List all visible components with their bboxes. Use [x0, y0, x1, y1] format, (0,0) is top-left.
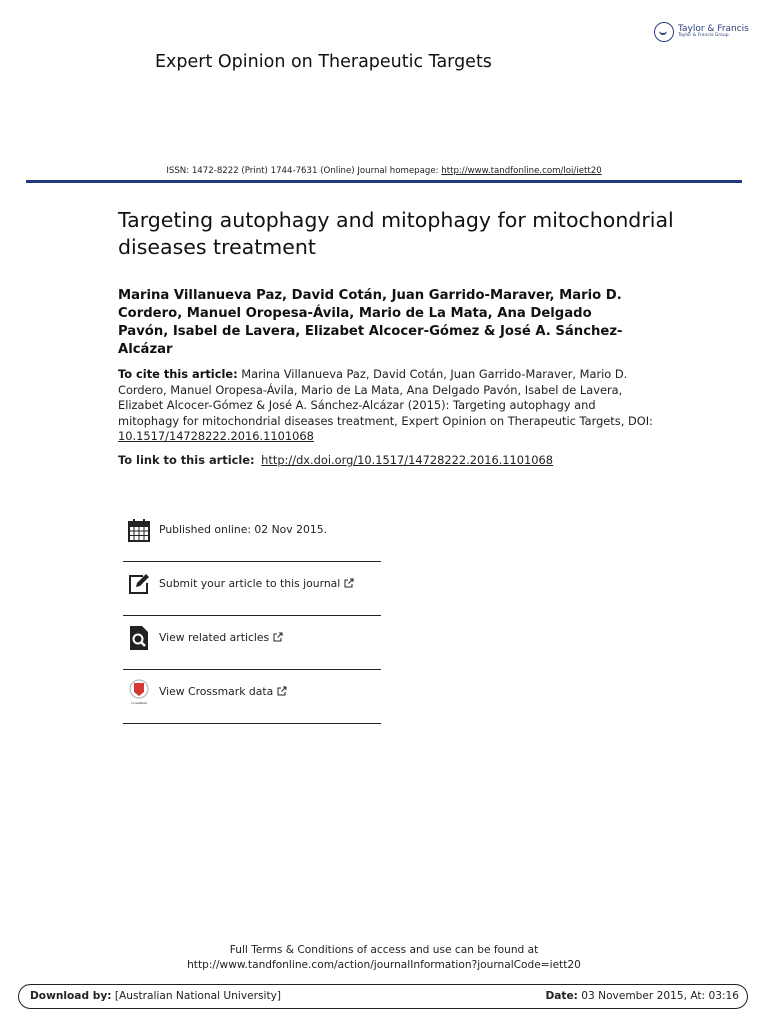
- related-articles-label: View related articles: [159, 631, 270, 644]
- citation-text: Marina Villanueva Paz, David Cotán, Juan Garrido-Maraver, Mario D. Cordero, Manuel Oropesa-Ávila, Mario de La Mata, Ana Delgado Pavón, Isabel de Lavera, Elizabet Alcocer-Gómez & José A. Sánchez-Alcázar (2015): Targeting autophagy and mitophagy for mitochondrial diseases treatment, Expert Opinion on Therapeutic Targets, DOI:: [118, 367, 653, 428]
- download-date-value: 03 November 2015, At: 03:16: [581, 990, 739, 1002]
- submit-article-label: Submit your article to this journal: [159, 577, 341, 590]
- crossmark-badge-label: CrossMark: [131, 701, 147, 705]
- download-date: [545, 990, 739, 1002]
- article-authors: Marina Villanueva Paz, David Cotán, Juan Garrido-Maraver, Mario D. Cordero, Manuel Oropesa-Ávila, Mario de La Mata, Ana Delgado Pavón, Isabel de Lavera, Elizabet Alcocer-Gómez & José A. Sánchez-Alcázar: [118, 288, 623, 357]
- external-link-icon: [344, 578, 354, 588]
- article-title: Targeting autophagy and mitophagy for mitochondrial diseases treatment: [118, 208, 674, 259]
- terms-notice: [0, 943, 768, 973]
- issn-text: ISSN: 1472-8222 (Print) 1744-7631 (Online) Journal homepage:: [166, 166, 442, 176]
- download-by: [30, 990, 281, 1002]
- article-info-list: [123, 508, 381, 724]
- article-link-line: [118, 453, 678, 467]
- related-articles-link[interactable]: [159, 631, 283, 644]
- taylor-francis-logo-icon: [654, 22, 674, 42]
- publisher-name: Taylor & Francis: [678, 24, 749, 35]
- download-by-label: Download by:: [30, 990, 112, 1002]
- journal-homepage-link[interactable]: http://www.tandfonline.com/loi/iett20: [441, 166, 602, 176]
- published-online-text: Published online: 02 Nov 2015.: [159, 523, 328, 536]
- journal-title: Expert Opinion on Therapeutic Targets: [155, 52, 492, 72]
- citation-label: To cite this article:: [118, 367, 238, 381]
- issn-line: [0, 166, 768, 176]
- external-link-icon: [273, 632, 283, 642]
- submit-article-link[interactable]: [159, 577, 354, 590]
- crossmark-label: View Crossmark data: [159, 685, 274, 698]
- related-articles-row[interactable]: [123, 616, 381, 670]
- published-online-row: [123, 508, 381, 562]
- terms-line-1: Full Terms & Conditions of access and use can be found at: [229, 944, 539, 956]
- document-search-icon: [128, 625, 150, 651]
- calendar-icon: [128, 517, 150, 543]
- citation-doi-link[interactable]: 10.1517/14728222.2016.1101068: [118, 429, 314, 443]
- article-link-label: To link to this article:: [118, 453, 255, 467]
- submit-article-row[interactable]: [123, 562, 381, 616]
- header-rule: [26, 180, 742, 183]
- crossmark-icon: [128, 679, 150, 705]
- terms-url[interactable]: http://www.tandfonline.com/action/journalInformation?journalCode=iett20: [187, 959, 581, 971]
- download-bar: [18, 984, 748, 1009]
- download-institution: [Australian National University]: [114, 990, 282, 1002]
- crossmark-link[interactable]: [159, 685, 287, 698]
- citation-block: [118, 367, 658, 445]
- external-link-icon: [277, 686, 287, 696]
- publisher-logo: [654, 22, 749, 42]
- download-date-label: Date:: [545, 990, 578, 1002]
- crossmark-row[interactable]: [123, 670, 381, 724]
- article-doi-url[interactable]: http://dx.doi.org/10.1517/14728222.2016.1101068: [261, 453, 554, 467]
- publisher-group: Taylor & Francis Group: [678, 33, 729, 39]
- edit-icon: [128, 571, 150, 597]
